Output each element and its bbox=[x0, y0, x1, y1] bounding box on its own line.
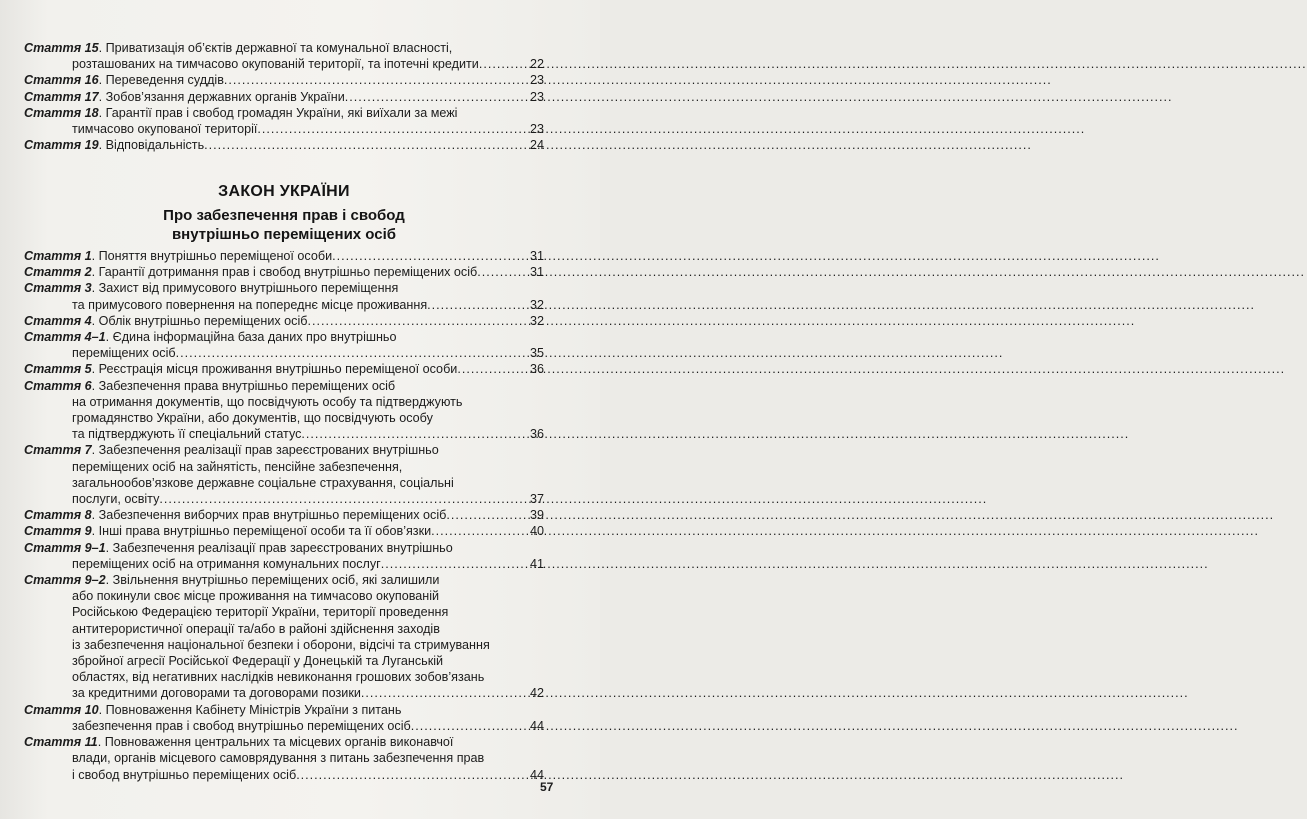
article-number: Стаття 4 bbox=[24, 313, 92, 328]
toc-page-number: 36 bbox=[529, 427, 544, 442]
toc-entry-line: Стаття 3. Захист від примусового внутрішнього переміщення bbox=[24, 281, 399, 296]
article-title: Гарантії дотримання прав і свобод внутрішньо переміщених осіб bbox=[98, 265, 478, 280]
toc-entry bbox=[24, 89, 544, 105]
leader-dots bbox=[159, 491, 529, 507]
article-number: Стаття 1 bbox=[24, 249, 92, 263]
article-title: загальнообов’язкове державне соціальне страхування, соціальні bbox=[72, 475, 454, 490]
article-number: Стаття 11 bbox=[24, 735, 98, 750]
toc-entry bbox=[24, 572, 544, 702]
leader-dots bbox=[457, 361, 529, 377]
article-title: антитерористичної операції та/або в районі здійснення заходів bbox=[72, 621, 440, 636]
article-number: Стаття 17 bbox=[24, 89, 99, 104]
toc-entry-line bbox=[24, 121, 544, 137]
article-title: переміщених осіб на отримання комунальних послуг bbox=[72, 556, 381, 571]
article-number: Стаття 10 bbox=[24, 702, 99, 717]
toc-entry bbox=[24, 40, 544, 72]
article-number: Стаття 9 bbox=[24, 573, 92, 588]
toc-page-number: 37 bbox=[529, 492, 544, 507]
article-number: Стаття 6 bbox=[24, 378, 92, 393]
article-title: із забезпечення національної безпеки і оборони, відсічі та стримування bbox=[72, 637, 490, 652]
article-title: Забезпечення реалізації прав зареєстрованих внутрішньо bbox=[98, 443, 439, 458]
toc-entry-line bbox=[24, 491, 544, 507]
toc-page-number: 23 bbox=[529, 73, 544, 88]
toc-page-number: 42 bbox=[529, 686, 544, 701]
toc-entry-line: Стаття 6. Забезпечення права внутрішньо переміщених осіб bbox=[24, 378, 396, 393]
article-title: Забезпечення права внутрішньо переміщених осіб bbox=[98, 378, 396, 393]
article-title: Єдина інформаційна база даних про внутрішньо bbox=[112, 330, 397, 345]
article-title: Повноваження центральних та місцевих органів виконавчої bbox=[104, 735, 454, 750]
article-title: і свобод внутрішньо переміщених осіб bbox=[72, 767, 297, 782]
toc-page-number: 24 bbox=[529, 138, 544, 153]
leader-dots bbox=[477, 264, 529, 280]
article-title: областях, від негативних наслідків невиконання грошових зобов’язань bbox=[72, 670, 485, 685]
toc-entry bbox=[24, 280, 544, 312]
toc-page-number: 23 bbox=[529, 122, 544, 137]
article-title: за кредитними договорами та договорами позики bbox=[72, 686, 361, 701]
toc-entry bbox=[24, 442, 544, 507]
toc-page-number: 32 bbox=[529, 313, 544, 328]
toc-entry-line: Стаття 9–2. Звільнення внутрішньо переміщених осіб, які залишили bbox=[24, 573, 440, 588]
article-suffix: –2 bbox=[91, 573, 106, 588]
leader-dots bbox=[332, 248, 529, 264]
toc-entry-line bbox=[24, 394, 544, 410]
leader-dots bbox=[204, 137, 529, 153]
article-number: Стаття 8 bbox=[24, 508, 92, 523]
leader-dots bbox=[479, 56, 529, 72]
page-number: 57 bbox=[540, 780, 554, 794]
toc-page-number: 22 bbox=[529, 57, 544, 72]
article-title: Облік внутрішньо переміщених осіб bbox=[98, 313, 308, 328]
article-number: Стаття 3 bbox=[24, 281, 92, 296]
article-title: Забезпечення реалізації прав зареєстрованих внутрішньо bbox=[112, 540, 453, 555]
article-title: розташованих на тимчасово окупованій території, та іпотечні кредити bbox=[72, 57, 479, 72]
toc-entry-line bbox=[24, 621, 544, 637]
article-title: переміщених осіб на зайнятість, пенсійне забезпечення, bbox=[72, 459, 403, 474]
leader-dots bbox=[381, 556, 529, 572]
article-number: Стаття 4 bbox=[24, 330, 92, 345]
toc-entry-line: Стаття 18. Гарантії прав і свобод громадян України, які виїхали за межі bbox=[24, 105, 458, 120]
article-title: громадянство України, або документів, що посвідчують особу bbox=[72, 411, 433, 426]
toc-entry bbox=[24, 105, 544, 137]
leader-dots bbox=[296, 767, 529, 783]
toc-entry-line: Стаття 8. Забезпечення виборчих прав внутрішньо переміщених осіб ..... 39 bbox=[24, 507, 544, 523]
toc-page-number: 40 bbox=[529, 524, 544, 539]
article-title: влади, органів місцевого самоврядування з питань забезпечення прав bbox=[72, 751, 485, 766]
toc-entry-line bbox=[24, 637, 544, 653]
toc-entry-line: Стаття 9. Інші права внутрішньо переміщеної особи та її обов’язки ..... 40 bbox=[24, 523, 544, 539]
toc-entry-line bbox=[24, 410, 544, 426]
toc-page-number: 41 bbox=[529, 556, 544, 571]
book-page bbox=[0, 0, 600, 819]
toc-page-number: 35 bbox=[529, 346, 544, 361]
toc-entry-line bbox=[24, 345, 544, 361]
article-number: Стаття 9 bbox=[24, 524, 92, 539]
leader-dots bbox=[301, 426, 529, 442]
toc-entry bbox=[24, 264, 544, 280]
article-suffix: –1 bbox=[91, 540, 106, 555]
leader-dots bbox=[257, 121, 529, 137]
article-title: переміщених осіб bbox=[72, 346, 176, 361]
leader-dots bbox=[345, 89, 529, 105]
article-title: Переведення суддів bbox=[105, 73, 224, 88]
leader-dots bbox=[361, 685, 529, 701]
toc-entry-line: Стаття 19. Відповідальність ..... 24 bbox=[24, 137, 544, 153]
leader-dots bbox=[411, 718, 529, 734]
toc-entry-line bbox=[24, 767, 544, 783]
toc-entry-line bbox=[24, 718, 544, 734]
article-number: Стаття 9 bbox=[24, 540, 92, 555]
toc-page-number: 31 bbox=[529, 249, 544, 263]
toc-entry bbox=[24, 329, 544, 361]
law-title bbox=[24, 206, 544, 244]
toc-entry-line bbox=[24, 459, 544, 475]
article-title: Інші права внутрішньо переміщеної особи та її обов’язки bbox=[98, 524, 432, 539]
toc-entry-line bbox=[24, 653, 544, 669]
toc-entry-line bbox=[24, 750, 544, 766]
toc-entry-line: Стаття 1. Поняття внутрішньо переміщеної особи ..... 31 bbox=[24, 248, 544, 264]
toc-entry bbox=[24, 72, 544, 88]
toc-page-number: 44 bbox=[529, 718, 544, 733]
toc-entry-line: Стаття 17. Зобов’язання державних органів України ..... 23 bbox=[24, 89, 544, 105]
article-number: Стаття 16 bbox=[24, 73, 99, 88]
toc-entry-line bbox=[24, 604, 544, 620]
article-number: Стаття 15 bbox=[24, 41, 99, 55]
article-title: послуги, освіту bbox=[72, 492, 160, 507]
toc-entry-line bbox=[24, 426, 544, 442]
article-title: Захист від примусового внутрішнього переміщення bbox=[98, 281, 399, 296]
article-title: тимчасово окупованої території bbox=[72, 122, 258, 137]
article-title: та примусового повернення на попереднє місце проживання bbox=[72, 297, 428, 312]
toc-entry bbox=[24, 137, 544, 153]
law-title-line-1: Про забезпечення прав і свобод bbox=[163, 207, 405, 224]
article-title: Звільнення внутрішньо переміщених осіб, які залишили bbox=[112, 573, 440, 588]
article-number: Стаття 19 bbox=[24, 138, 99, 153]
toc-entry-line bbox=[24, 588, 544, 604]
leader-dots bbox=[446, 507, 529, 523]
article-number: Стаття 2 bbox=[24, 265, 92, 280]
toc-top-section bbox=[24, 40, 544, 153]
toc-entry bbox=[24, 378, 544, 443]
leader-dots bbox=[431, 523, 529, 539]
article-title: Повноваження Кабінету Міністрів України з питань bbox=[105, 702, 402, 717]
toc-page-number: 36 bbox=[529, 362, 544, 377]
toc-entry-line: Стаття 4–1. Єдина інформаційна база даних про внутрішньо bbox=[24, 330, 397, 345]
toc-page-number: 23 bbox=[529, 89, 544, 104]
article-number: Стаття 5 bbox=[24, 362, 92, 377]
toc-entry-line bbox=[24, 669, 544, 685]
article-suffix: –1 bbox=[91, 330, 106, 345]
toc-entry-line: Стаття 15. Приватизація об’єктів державної та комунальної власності, bbox=[24, 41, 453, 55]
toc-law-section bbox=[24, 248, 544, 783]
article-title: та підтверджують її спеціальний статус bbox=[72, 427, 302, 442]
leader-dots bbox=[224, 72, 529, 88]
article-title: Забезпечення виборчих прав внутрішньо переміщених осіб bbox=[98, 508, 447, 523]
article-title: Зобов’язання державних органів України bbox=[105, 89, 345, 104]
toc-entry-line bbox=[24, 685, 544, 701]
toc-page-number: 39 bbox=[529, 508, 544, 523]
toc-entry-line: Стаття 2. Гарантії дотримання прав і свобод внутрішньо переміщених осіб ..... 31 bbox=[24, 264, 544, 280]
toc-entry-line: Стаття 9–1. Забезпечення реалізації прав зареєстрованих внутрішньо bbox=[24, 540, 453, 555]
toc-entry-line: Стаття 11. Повноваження центральних та місцевих органів виконавчої bbox=[24, 735, 454, 750]
toc-page-number: 31 bbox=[529, 265, 544, 280]
article-title: Приватизація об’єктів державної та комунальної власності, bbox=[105, 41, 453, 55]
law-title-line-2: внутрішньо переміщених осіб bbox=[171, 226, 397, 243]
article-title: збройної агресії Російської Федерації у Донецькій та Луганській bbox=[72, 654, 444, 669]
law-heading: ЗАКОН УКРАЇНИ bbox=[218, 183, 350, 200]
toc-entry-line bbox=[24, 475, 544, 491]
toc-entry-line: Стаття 16. Переведення суддів ..... 23 bbox=[24, 72, 544, 88]
toc-entry-line bbox=[24, 297, 544, 313]
article-title: або покинули своє місце проживання на тимчасово окупованій bbox=[72, 589, 440, 604]
toc-entry bbox=[24, 734, 544, 783]
toc-entry bbox=[24, 523, 544, 539]
toc-entry bbox=[24, 313, 544, 329]
article-number: Стаття 18 bbox=[24, 105, 99, 120]
toc-page-number: 32 bbox=[529, 297, 544, 312]
article-title: Російською Федерацією території України, території проведення bbox=[72, 605, 449, 620]
toc-entry-line bbox=[24, 56, 544, 72]
toc-entry bbox=[24, 540, 544, 572]
toc-entry-line: Стаття 5. Реєстрація місця проживання внутрішньо переміщеної особи ..... 36 bbox=[24, 361, 544, 377]
leader-dots bbox=[307, 313, 529, 329]
toc-entry bbox=[24, 507, 544, 523]
article-title: Відповідальність bbox=[105, 138, 205, 153]
toc-entry bbox=[24, 702, 544, 734]
toc-entry-line: Стаття 7. Забезпечення реалізації прав зареєстрованих внутрішньо bbox=[24, 443, 439, 458]
leader-dots bbox=[427, 297, 529, 313]
toc-entry-line: Стаття 4. Облік внутрішньо переміщених осіб ..... 32 bbox=[24, 313, 544, 329]
article-title: на отримання документів, що посвідчують особу та підтверджують bbox=[72, 394, 463, 409]
article-title: Реєстрація місця проживання внутрішньо переміщеної особи bbox=[98, 362, 458, 377]
toc-entry-line bbox=[24, 556, 544, 572]
article-title: забезпечення прав і свобод внутрішньо переміщених осіб bbox=[72, 718, 411, 733]
article-number: Стаття 7 bbox=[24, 443, 92, 458]
toc-entry bbox=[24, 361, 544, 377]
toc-page-number: 44 bbox=[529, 767, 544, 782]
toc-entry-line: Стаття 10. Повноваження Кабінету Міністрів України з питань bbox=[24, 702, 402, 717]
article-title: Гарантії прав і свобод громадян України, які виїхали за межі bbox=[105, 105, 458, 120]
article-title: Поняття внутрішньо переміщеної особи bbox=[98, 249, 333, 263]
leader-dots bbox=[176, 345, 529, 361]
toc-entry bbox=[24, 248, 544, 264]
